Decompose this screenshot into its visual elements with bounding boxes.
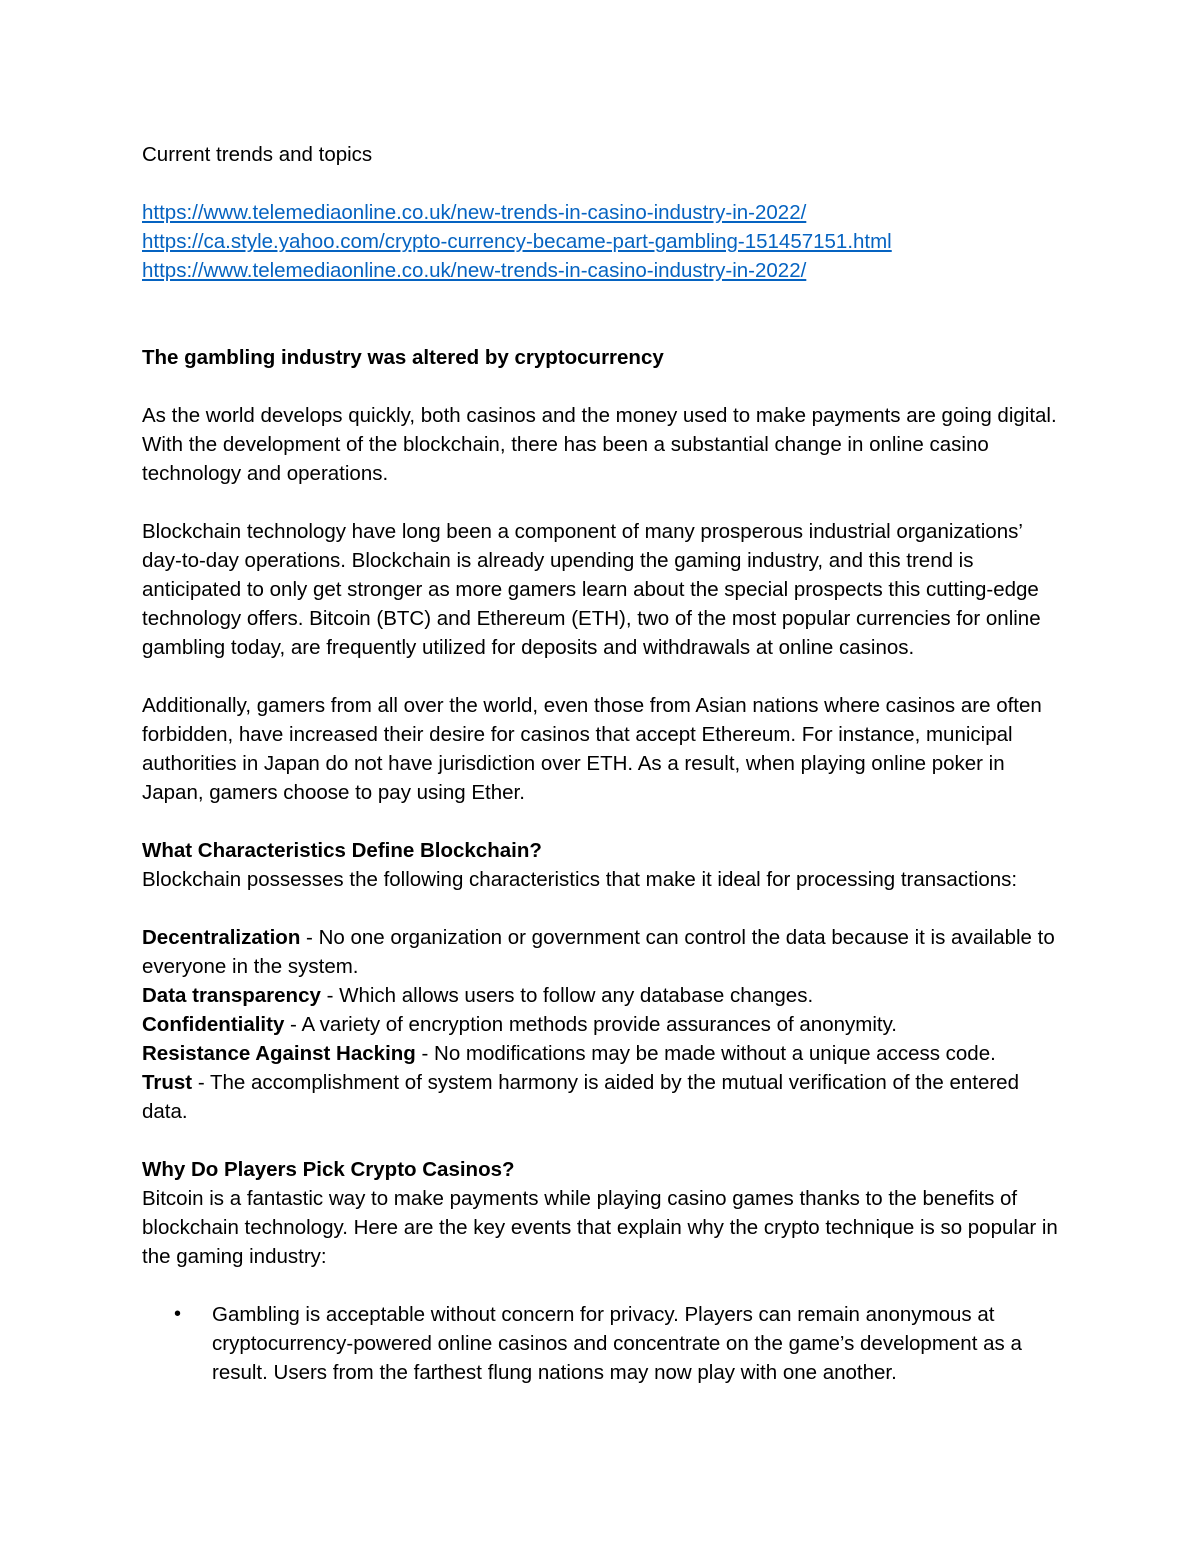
reference-link-1[interactable]: https://www.telemediaonline.co.uk/new-trends-in-casino-industry-in-2022/ <box>142 201 807 224</box>
characteristic-term: Confidentiality <box>142 1013 285 1036</box>
characteristics-list <box>142 923 1062 1126</box>
characteristic-term: Decentralization <box>142 926 301 949</box>
characteristic-term: Data transparency <box>142 984 321 1007</box>
spacer <box>142 285 1062 343</box>
paragraph-ethereum-demand: Additionally, gamers from all over the world, even those from Asian nations where casinos are often forbidden, have increased their desire for casinos that accept Ethereum. For instance, municipal authorities in Japan do not have jurisdiction over ETH. As a result, when playing online poker in Japan, gamers choose to pay using Ether. <box>142 694 1042 804</box>
characteristic-term: Trust <box>142 1071 193 1094</box>
characteristic-term: Resistance Against Hacking <box>142 1042 416 1065</box>
spacer <box>142 169 1062 198</box>
document-title: Current trends and topics <box>142 143 373 166</box>
reference-link-2[interactable]: https://ca.style.yahoo.com/crypto-currency-became-part-gambling-151457151.html <box>142 230 892 253</box>
characteristic-item <box>142 1068 1062 1126</box>
characteristic-description: - A variety of encryption methods provide assurances of anonymity. <box>284 1013 898 1036</box>
spacer <box>142 894 1062 923</box>
spacer <box>142 1271 1062 1300</box>
spacer <box>142 488 1062 517</box>
section-heading-crypto-altered: The gambling industry was altered by cryptocurrency <box>142 346 664 369</box>
paragraph-blockchain-tech: Blockchain technology have long been a component of many prosperous industrial organizations’ day-to-day operations. Blockchain is already upending the gaming industry, and this trend is anticipated to only get stronger as more gamers learn about the special prospects this cutting-edge technology offers. Bitcoin (BTC) and Ethereum (ETH), two of the most popular currencies for online gambling today, are frequently utilized for deposits and withdrawals at online casinos. <box>142 520 1041 659</box>
reference-links <box>142 198 1062 285</box>
list-item <box>142 1300 1062 1387</box>
spacer <box>142 662 1062 691</box>
document-page <box>142 140 1062 1387</box>
bullet-icon: • <box>174 1303 182 1325</box>
spacer <box>142 807 1062 836</box>
section-heading-characteristics: What Characteristics Define Blockchain? <box>142 839 542 862</box>
why-crypto-intro: Bitcoin is a fantastic way to make payments while playing casino games thanks to the benefits of blockchain technology. Here are the key events that explain why the crypto technique is so popular in the gaming industry: <box>142 1187 1058 1268</box>
bullet-text: Gambling is acceptable without concern for privacy. Players can remain anonymous at cryptocurrency-powered online casinos and concentrate on the game’s development as a result. Users from the farthest flung nations may now play with one another. <box>212 1303 1022 1384</box>
characteristic-item <box>142 923 1062 981</box>
characteristic-item <box>142 1039 1062 1068</box>
characteristic-description: - Which allows users to follow any database changes. <box>320 984 814 1007</box>
characteristic-description: - No one organization or government can control the data because it is available to everyone in the system. <box>142 926 1055 978</box>
characteristic-description: - The accomplishment of system harmony is aided by the mutual verification of the entered data. <box>142 1071 1019 1123</box>
spacer <box>142 1126 1062 1155</box>
characteristics-intro: Blockchain possesses the following characteristics that make it ideal for processing transactions: <box>142 868 1018 891</box>
reference-link-3[interactable]: https://www.telemediaonline.co.uk/new-trends-in-casino-industry-in-2022/ <box>142 259 807 282</box>
spacer <box>142 372 1062 401</box>
bullet-list <box>142 1300 1062 1387</box>
characteristic-item <box>142 1010 1062 1039</box>
paragraph-digital-shift: As the world develops quickly, both casinos and the money used to make payments are going digital. With the development of the blockchain, there has been a substantial change in online casino technology and operations. <box>142 404 1057 485</box>
characteristic-description: - No modifications may be made without a unique access code. <box>415 1042 996 1065</box>
characteristic-item <box>142 981 1062 1010</box>
section-heading-why-crypto: Why Do Players Pick Crypto Casinos? <box>142 1158 515 1181</box>
